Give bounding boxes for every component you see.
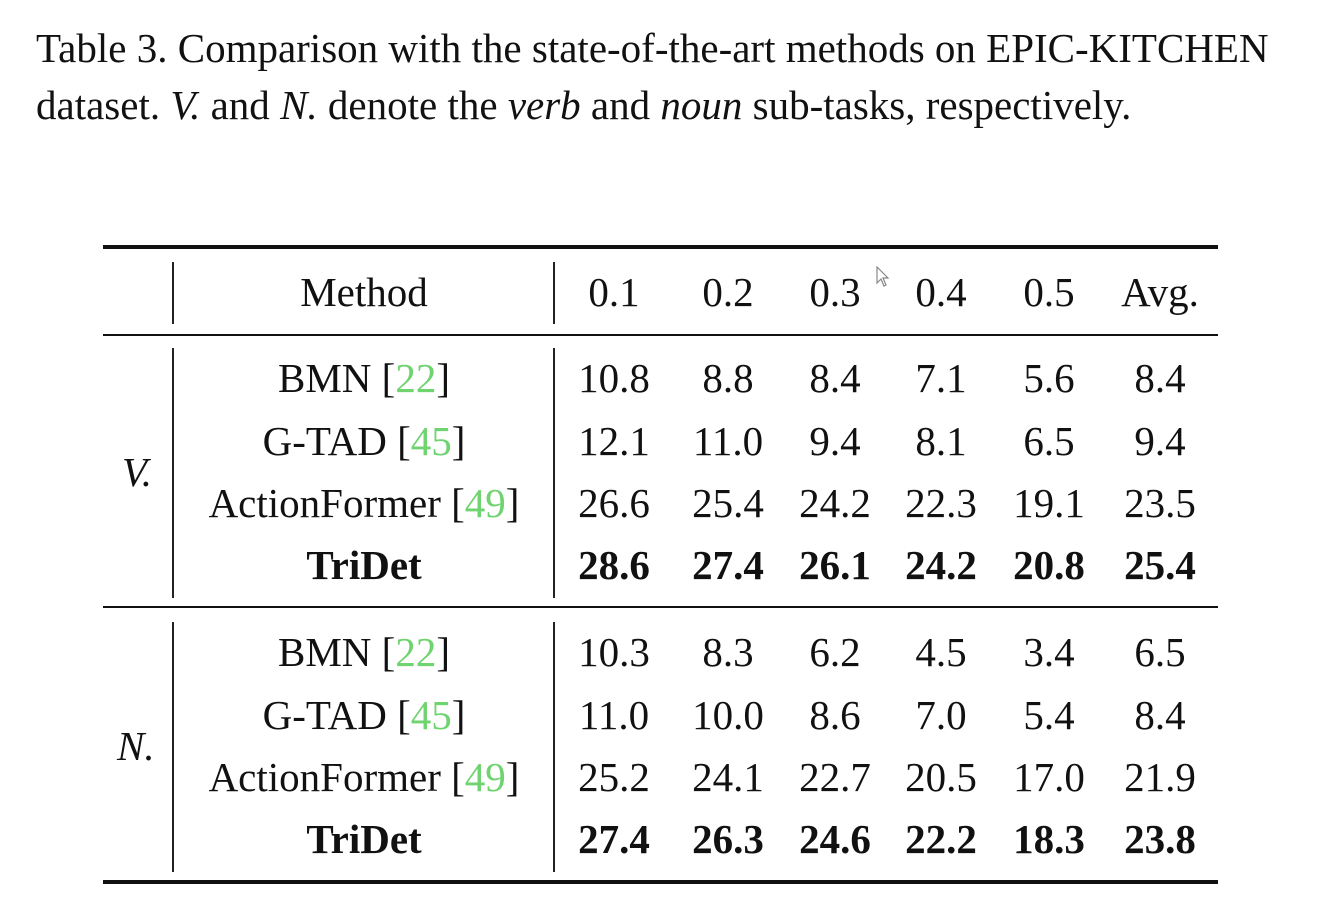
header-method: Method [300, 269, 428, 315]
value-cell: 10.8 [578, 355, 650, 401]
value-cell: 3.4 [1023, 629, 1075, 675]
citation-link[interactable]: 22 [395, 629, 437, 675]
header-rule [103, 334, 1218, 336]
value-cell: 20.5 [905, 754, 977, 800]
header-iou-3: 0.3 [809, 269, 861, 315]
value-cell: 21.9 [1124, 754, 1196, 800]
caption-text-3: denote the [327, 82, 498, 128]
value-cell: 10.3 [578, 629, 650, 675]
caption-text-5: sub-tasks, respectively. [752, 82, 1132, 128]
value-cell: 12.1 [578, 418, 650, 464]
header-iou-2: 0.2 [702, 269, 754, 315]
value-cell: 6.2 [809, 629, 861, 675]
value-cell: 24.2 [905, 542, 977, 588]
label-column-separator [172, 348, 174, 598]
group-label-verb: V. [122, 449, 153, 495]
value-cell: 24.1 [692, 754, 764, 800]
value-cell: 22.3 [905, 480, 977, 526]
caption-noun: noun [660, 82, 743, 128]
group-label-noun: N. [117, 723, 155, 769]
value-cell: 26.6 [578, 480, 650, 526]
value-cell: 25.4 [1124, 542, 1196, 588]
label-column-separator [172, 262, 174, 324]
method-name: BMN [278, 355, 372, 401]
value-cell: 5.6 [1023, 355, 1075, 401]
mouse-pointer-icon [876, 266, 892, 288]
method-cell [184, 534, 544, 596]
value-cell: 8.3 [702, 629, 754, 675]
value-cell: 8.8 [702, 355, 754, 401]
method-column-separator [553, 348, 555, 598]
value-cell: 8.1 [915, 418, 967, 464]
table-caption [36, 20, 1286, 134]
method-column-separator [553, 262, 555, 324]
table-top-rule [103, 245, 1218, 249]
citation-link[interactable]: 49 [464, 754, 506, 800]
header-iou-1: 0.1 [588, 269, 640, 315]
value-cell: 17.0 [1013, 754, 1085, 800]
caption-n-abbr: N. [280, 82, 318, 128]
value-cell: 23.8 [1124, 816, 1196, 862]
citation-link[interactable]: 45 [410, 692, 452, 738]
group-divider-rule [103, 606, 1218, 608]
method-name: TriDet [306, 542, 422, 588]
method-name: G-TAD [262, 692, 387, 738]
value-cell: 6.5 [1134, 629, 1186, 675]
method-name: BMN [278, 629, 372, 675]
value-cell: 11.0 [692, 418, 764, 464]
value-cell: 10.0 [692, 692, 764, 738]
method-cell: ActionFormer [49] [208, 480, 520, 526]
value-cell: 11.0 [578, 692, 650, 738]
value-cell: 22.7 [799, 754, 871, 800]
header-iou-5: 0.5 [1023, 269, 1075, 315]
value-cell: 24.6 [799, 816, 871, 862]
method-cell: BMN [22] [278, 355, 450, 401]
citation-link[interactable]: 49 [464, 480, 506, 526]
value-cell: 26.1 [799, 542, 871, 588]
caption-text-2: and [210, 82, 270, 128]
value-cell: 27.4 [692, 542, 764, 588]
citation-link[interactable]: 22 [395, 355, 437, 401]
value-cell: 6.5 [1023, 418, 1075, 464]
method-cell: ActionFormer [49] [208, 754, 520, 800]
value-cell: 22.2 [905, 816, 977, 862]
value-cell: 4.5 [915, 629, 967, 675]
value-cell: 24.2 [799, 480, 871, 526]
value-cell: 28.6 [578, 542, 650, 588]
method-column-separator [553, 622, 555, 872]
value-cell: 8.6 [809, 692, 861, 738]
method-cell: G-TAD [45] [262, 418, 466, 464]
value-cell: 26.3 [692, 816, 764, 862]
value-cell: 8.4 [1134, 692, 1186, 738]
value-cell: 18.3 [1013, 816, 1085, 862]
caption-verb: verb [507, 82, 581, 128]
value-cell: 9.4 [1134, 418, 1186, 464]
value-cell: 7.1 [915, 355, 967, 401]
value-cell: 23.5 [1124, 480, 1196, 526]
value-cell: 27.4 [578, 816, 650, 862]
label-column-separator [172, 622, 174, 872]
caption-text-4: and [590, 82, 651, 128]
caption-label: Table 3. [36, 25, 168, 71]
value-cell: 25.4 [692, 480, 764, 526]
method-cell: BMN [22] [278, 629, 450, 675]
value-cell: 19.1 [1013, 480, 1085, 526]
value-cell: 20.8 [1013, 542, 1085, 588]
method-cell [184, 808, 544, 870]
method-name: TriDet [306, 816, 422, 862]
value-cell: 5.4 [1023, 692, 1075, 738]
method-name: ActionFormer [208, 754, 441, 800]
citation-link[interactable]: 45 [410, 418, 452, 464]
method-cell: G-TAD [45] [262, 692, 466, 738]
value-cell: 25.2 [578, 754, 650, 800]
method-name: ActionFormer [208, 480, 441, 526]
method-name: G-TAD [262, 418, 387, 464]
caption-text-1: Comparison with the state-of-the-art methods on EPIC-KITCHEN dataset. [36, 25, 1269, 128]
caption-v-abbr: V. [170, 82, 201, 128]
value-cell: 8.4 [1134, 355, 1186, 401]
header-iou-6: Avg. [1121, 269, 1199, 315]
value-cell: 9.4 [809, 418, 861, 464]
header-iou-4: 0.4 [915, 269, 967, 315]
value-cell: 7.0 [915, 692, 967, 738]
value-cell: 8.4 [809, 355, 861, 401]
table-bottom-rule [103, 880, 1218, 884]
